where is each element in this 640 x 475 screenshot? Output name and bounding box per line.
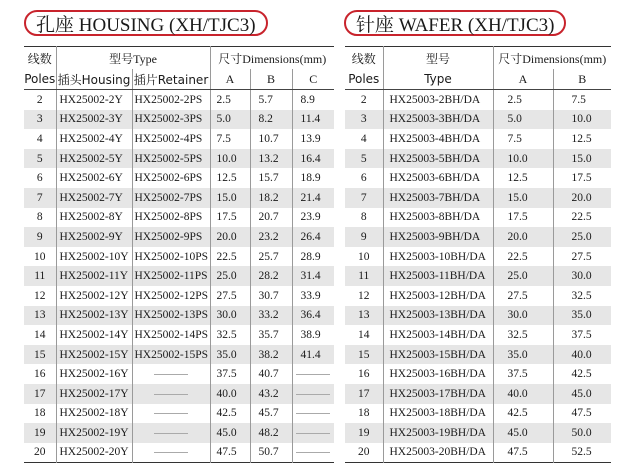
housing-row (24, 110, 334, 130)
wafer-part-cell: HX25003-3BH/DA (383, 110, 493, 130)
dim-b-cell: 35.0 (571, 309, 592, 322)
dim-a-cell: 35.0 (493, 345, 553, 365)
dim-a-cell: 7.5 (210, 129, 250, 149)
poles-cell: 8 (24, 208, 56, 228)
empty-dash (154, 452, 188, 453)
housing-part-cell: HX25002-12Y (56, 286, 132, 306)
poles-cell: 5 (345, 149, 383, 169)
retainer-part-cell: HX25002-8PS (132, 208, 210, 228)
dim-b-cell: 27.5 (571, 250, 592, 263)
housing-row (24, 149, 334, 169)
dim-c-cell: 23.9 (300, 211, 321, 224)
retainer-part-cell: HX25002-7PS (132, 188, 210, 208)
dim-a-cell: 15.0 (210, 188, 250, 208)
housing-col-a-header: A (210, 69, 250, 90)
retainer-part-cell: HX25002-12PS (132, 286, 210, 306)
poles-cell: 20 (345, 443, 383, 463)
empty-dash (296, 394, 330, 395)
wafer-poles-en-header: Poles (345, 69, 383, 90)
housing-part-cell: HX25002-11Y (56, 266, 132, 286)
retainer-part-cell (132, 443, 210, 463)
wafer-row (345, 443, 611, 463)
housing-part-cell: HX25002-13Y (56, 306, 132, 326)
retainer-part-cell: HX25002-15PS (132, 345, 210, 365)
wafer-title: 针座 WAFER (XH/TJC3) (344, 10, 566, 36)
wafer-part-cell: HX25003-13BH/DA (383, 306, 493, 326)
poles-cell: 5 (24, 149, 56, 169)
dim-a-cell: 17.5 (493, 208, 553, 228)
retainer-part-cell: HX25002-10PS (132, 247, 210, 267)
dim-c-cell (292, 364, 334, 384)
retainer-part-cell: HX25002-4PS (132, 129, 210, 149)
poles-cell: 4 (24, 129, 56, 149)
wafer-part-cell: HX25003-18BH/DA (383, 404, 493, 424)
empty-dash (296, 413, 330, 414)
poles-cell: 18 (24, 404, 56, 424)
housing-row (24, 325, 334, 345)
wafer-row (345, 110, 611, 130)
housing-retainer-header: 插片Retainer (132, 69, 210, 90)
dim-b-cell: 48.2 (250, 423, 292, 443)
dim-a-cell: 22.5 (210, 247, 250, 267)
dim-b-cell: 47.5 (571, 407, 592, 420)
housing-title: 孔座 HOUSING (XH/TJC3) (24, 10, 268, 36)
dim-c-cell: 33.9 (300, 289, 321, 302)
retainer-part-cell: HX25002-9PS (132, 227, 210, 247)
housing-part-cell: HX25002-14Y (56, 325, 132, 345)
dim-a-cell: 30.0 (493, 306, 553, 326)
dim-b-cell: 52.5 (571, 446, 592, 459)
dim-a-cell: 37.5 (493, 364, 553, 384)
housing-row (24, 443, 334, 463)
poles-cell: 14 (24, 325, 56, 345)
empty-dash (154, 374, 188, 375)
wafer-row (345, 227, 611, 247)
dim-a-cell: 12.5 (493, 168, 553, 188)
housing-part-cell: HX25002-19Y (56, 423, 132, 443)
housing-table (24, 46, 334, 463)
dim-a-cell: 45.0 (493, 423, 553, 443)
empty-dash (296, 452, 330, 453)
dim-b-cell: 10.7 (250, 129, 292, 149)
dim-b-cell: 8.2 (250, 110, 292, 130)
poles-cell: 4 (345, 129, 383, 149)
retainer-part-cell (132, 423, 210, 443)
wafer-part-cell: HX25003-2BH/DA (383, 90, 493, 110)
wafer-row (345, 247, 611, 267)
housing-row (24, 286, 334, 306)
dim-b-cell: 35.7 (250, 325, 292, 345)
housing-poles-cn-header: 线数 (24, 47, 56, 70)
wafer-row (345, 168, 611, 188)
wafer-row (345, 286, 611, 306)
dim-b-cell: 33.2 (250, 306, 292, 326)
wafer-part-cell: HX25003-5BH/DA (383, 149, 493, 169)
housing-row (24, 188, 334, 208)
wafer-row (345, 90, 611, 110)
retainer-part-cell (132, 384, 210, 404)
housing-part-cell: HX25002-18Y (56, 404, 132, 424)
dim-b-cell: 40.7 (250, 364, 292, 384)
dim-a-cell: 37.5 (210, 364, 250, 384)
wafer-type-cn-header: 型号 (383, 47, 493, 70)
housing-row (24, 306, 334, 326)
poles-cell: 7 (345, 188, 383, 208)
dim-c-cell (292, 443, 334, 463)
wafer-col-b-header: B (553, 69, 611, 90)
empty-dash (296, 374, 330, 375)
dim-a-cell: 47.5 (493, 443, 553, 463)
retainer-part-cell: HX25002-6PS (132, 168, 210, 188)
dim-a-cell: 17.5 (210, 208, 250, 228)
dim-c-cell (292, 423, 334, 443)
wafer-part-cell: HX25003-20BH/DA (383, 443, 493, 463)
dim-b-cell: 25.0 (571, 230, 592, 243)
poles-cell: 19 (24, 423, 56, 443)
dim-b-cell: 43.2 (250, 384, 292, 404)
dim-a-cell: 40.0 (210, 384, 250, 404)
dim-b-cell: 38.2 (250, 345, 292, 365)
poles-cell: 3 (24, 110, 56, 130)
empty-dash (154, 394, 188, 395)
housing-part-cell: HX25002-2Y (56, 90, 132, 110)
dim-a-cell: 2.5 (493, 90, 553, 110)
dim-b-cell: 12.5 (571, 132, 592, 145)
housing-part-cell: HX25002-15Y (56, 345, 132, 365)
dim-a-cell: 2.5 (210, 90, 250, 110)
retainer-part-cell: HX25002-14PS (132, 325, 210, 345)
dim-c-cell: 11.4 (300, 113, 321, 126)
dim-a-cell: 32.5 (493, 325, 553, 345)
wafer-part-cell: HX25003-8BH/DA (383, 208, 493, 228)
dim-c-cell: 8.9 (300, 93, 315, 106)
poles-cell: 18 (345, 404, 383, 424)
housing-row (24, 384, 334, 404)
wafer-part-cell: HX25003-19BH/DA (383, 423, 493, 443)
poles-cell: 10 (345, 247, 383, 267)
housing-row (24, 404, 334, 424)
retainer-part-cell: HX25002-5PS (132, 149, 210, 169)
dim-c-cell: 41.4 (300, 348, 321, 361)
housing-part-cell: HX25002-3Y (56, 110, 132, 130)
housing-col-c-header: C (292, 69, 334, 90)
dim-b-cell: 28.2 (250, 266, 292, 286)
poles-cell: 19 (345, 423, 383, 443)
dim-c-cell (292, 384, 334, 404)
wafer-part-cell: HX25003-4BH/DA (383, 129, 493, 149)
housing-part-cell: HX25002-4Y (56, 129, 132, 149)
dim-c-cell: 28.9 (300, 250, 321, 263)
dim-a-cell: 20.0 (210, 227, 250, 247)
dim-c-cell: 36.4 (300, 309, 321, 322)
dim-b-cell: 42.5 (571, 368, 592, 381)
housing-part-cell: HX25002-10Y (56, 247, 132, 267)
poles-cell: 13 (24, 306, 56, 326)
dim-b-cell: 50.7 (250, 443, 292, 463)
poles-cell: 6 (345, 168, 383, 188)
dim-b-cell: 30.7 (250, 286, 292, 306)
dim-a-cell: 25.0 (210, 266, 250, 286)
poles-cell: 12 (24, 286, 56, 306)
dim-a-cell: 40.0 (493, 384, 553, 404)
housing-part-cell: HX25002-8Y (56, 208, 132, 228)
wafer-col-a-header: A (493, 69, 553, 90)
wafer-dimensions-header: 尺寸Dimensions(mm) (498, 51, 607, 66)
housing-part-cell: HX25002-16Y (56, 364, 132, 384)
wafer-row (345, 266, 611, 286)
wafer-poles-cn-header: 线数 (345, 47, 383, 70)
wafer-part-cell: HX25003-12BH/DA (383, 286, 493, 306)
poles-cell: 14 (345, 325, 383, 345)
dim-a-cell: 20.0 (493, 227, 553, 247)
wafer-row (345, 188, 611, 208)
dim-b-cell: 32.5 (571, 289, 592, 302)
dim-c-cell: 26.4 (300, 230, 321, 243)
wafer-part-cell: HX25003-16BH/DA (383, 364, 493, 384)
dim-a-cell: 45.0 (210, 423, 250, 443)
poles-cell: 2 (345, 90, 383, 110)
wafer-part-cell: HX25003-11BH/DA (383, 266, 493, 286)
dim-b-cell: 25.7 (250, 247, 292, 267)
wafer-type-en-header: Type (383, 69, 493, 90)
poles-cell: 11 (345, 266, 383, 286)
dim-b-cell: 20.7 (250, 208, 292, 228)
wafer-row (345, 208, 611, 228)
empty-dash (154, 413, 188, 414)
dim-b-cell: 18.2 (250, 188, 292, 208)
housing-part-cell: HX25002-20Y (56, 443, 132, 463)
dim-a-cell: 42.5 (210, 404, 250, 424)
wafer-row (345, 423, 611, 443)
empty-dash (296, 433, 330, 434)
dim-b-cell: 37.5 (571, 328, 592, 341)
housing-row (24, 227, 334, 247)
dim-a-cell: 27.5 (210, 286, 250, 306)
dim-a-cell: 5.0 (493, 110, 553, 130)
poles-cell: 6 (24, 168, 56, 188)
dim-b-cell: 5.7 (250, 90, 292, 110)
dim-c-cell: 21.4 (300, 191, 321, 204)
dim-b-cell: 13.2 (250, 149, 292, 169)
retainer-part-cell: HX25002-13PS (132, 306, 210, 326)
dim-b-cell: 40.0 (571, 348, 592, 361)
dim-b-cell: 22.5 (571, 211, 592, 224)
wafer-row (345, 345, 611, 365)
wafer-part-cell: HX25003-14BH/DA (383, 325, 493, 345)
poles-cell: 12 (345, 286, 383, 306)
housing-poles-en-header: Poles (24, 69, 56, 90)
dim-a-cell: 22.5 (493, 247, 553, 267)
wafer-table (345, 46, 611, 463)
dim-b-cell: 45.7 (250, 404, 292, 424)
wafer-row (345, 129, 611, 149)
dim-b-cell: 50.0 (571, 426, 592, 439)
dim-a-cell: 25.0 (493, 266, 553, 286)
dim-a-cell: 32.5 (210, 325, 250, 345)
housing-row (24, 423, 334, 443)
housing-row (24, 247, 334, 267)
dim-a-cell: 15.0 (493, 188, 553, 208)
housing-row (24, 129, 334, 149)
retainer-part-cell (132, 364, 210, 384)
dim-a-cell: 5.0 (210, 110, 250, 130)
wafer-row (345, 306, 611, 326)
retainer-part-cell: HX25002-2PS (132, 90, 210, 110)
housing-col-b-header: B (250, 69, 292, 90)
dim-a-cell: 7.5 (493, 129, 553, 149)
retainer-part-cell: HX25002-11PS (132, 266, 210, 286)
poles-cell: 17 (345, 384, 383, 404)
dim-b-cell: 15.7 (250, 168, 292, 188)
empty-dash (154, 433, 188, 434)
poles-cell: 9 (345, 227, 383, 247)
wafer-row (345, 384, 611, 404)
dim-c-cell: 13.9 (300, 132, 321, 145)
housing-row (24, 345, 334, 365)
poles-cell: 15 (345, 345, 383, 365)
wafer-row (345, 404, 611, 424)
housing-row (24, 364, 334, 384)
poles-cell: 15 (24, 345, 56, 365)
housing-part-cell: HX25002-5Y (56, 149, 132, 169)
poles-cell: 8 (345, 208, 383, 228)
dim-b-cell: 45.0 (571, 387, 592, 400)
wafer-part-cell: HX25003-17BH/DA (383, 384, 493, 404)
wafer-row (345, 149, 611, 169)
dim-a-cell: 10.0 (210, 149, 250, 169)
housing-housing-header: 插头Housing (56, 69, 132, 90)
dim-b-cell: 23.2 (250, 227, 292, 247)
housing-dimensions-header: 尺寸Dimensions(mm) (218, 51, 327, 66)
dim-c-cell (292, 404, 334, 424)
housing-row (24, 266, 334, 286)
wafer-row (345, 325, 611, 345)
poles-cell: 2 (24, 90, 56, 110)
wafer-part-cell: HX25003-7BH/DA (383, 188, 493, 208)
housing-row (24, 168, 334, 188)
poles-cell: 11 (24, 266, 56, 286)
dim-a-cell: 35.0 (210, 345, 250, 365)
dim-b-cell: 20.0 (571, 191, 592, 204)
dim-b-cell: 15.0 (571, 152, 592, 165)
dim-b-cell: 30.0 (571, 270, 592, 283)
wafer-part-cell: HX25003-10BH/DA (383, 247, 493, 267)
housing-part-cell: HX25002-7Y (56, 188, 132, 208)
poles-cell: 13 (345, 306, 383, 326)
poles-cell: 17 (24, 384, 56, 404)
dim-a-cell: 47.5 (210, 443, 250, 463)
dim-b-cell: 10.0 (571, 113, 592, 126)
poles-cell: 10 (24, 247, 56, 267)
dim-c-cell: 18.9 (300, 172, 321, 185)
retainer-part-cell (132, 404, 210, 424)
dim-a-cell: 27.5 (493, 286, 553, 306)
dim-b-cell: 17.5 (571, 172, 592, 185)
dim-c-cell: 38.9 (300, 328, 321, 341)
poles-cell: 16 (345, 364, 383, 384)
retainer-part-cell: HX25002-3PS (132, 110, 210, 130)
poles-cell: 3 (345, 110, 383, 130)
dim-a-cell: 10.0 (493, 149, 553, 169)
housing-part-cell: HX25002-9Y (56, 227, 132, 247)
dim-a-cell: 30.0 (210, 306, 250, 326)
dim-b-cell: 7.5 (571, 93, 586, 106)
poles-cell: 7 (24, 188, 56, 208)
housing-type-header: 型号Type (56, 47, 210, 70)
poles-cell: 16 (24, 364, 56, 384)
housing-part-cell: HX25002-6Y (56, 168, 132, 188)
wafer-part-cell: HX25003-9BH/DA (383, 227, 493, 247)
dim-a-cell: 12.5 (210, 168, 250, 188)
wafer-part-cell: HX25003-6BH/DA (383, 168, 493, 188)
housing-row (24, 208, 334, 228)
poles-cell: 9 (24, 227, 56, 247)
housing-part-cell: HX25002-17Y (56, 384, 132, 404)
poles-cell: 20 (24, 443, 56, 463)
dim-c-cell: 31.4 (300, 270, 321, 283)
wafer-row (345, 364, 611, 384)
dim-a-cell: 42.5 (493, 404, 553, 424)
wafer-part-cell: HX25003-15BH/DA (383, 345, 493, 365)
housing-row (24, 90, 334, 110)
dim-c-cell: 16.4 (300, 152, 321, 165)
